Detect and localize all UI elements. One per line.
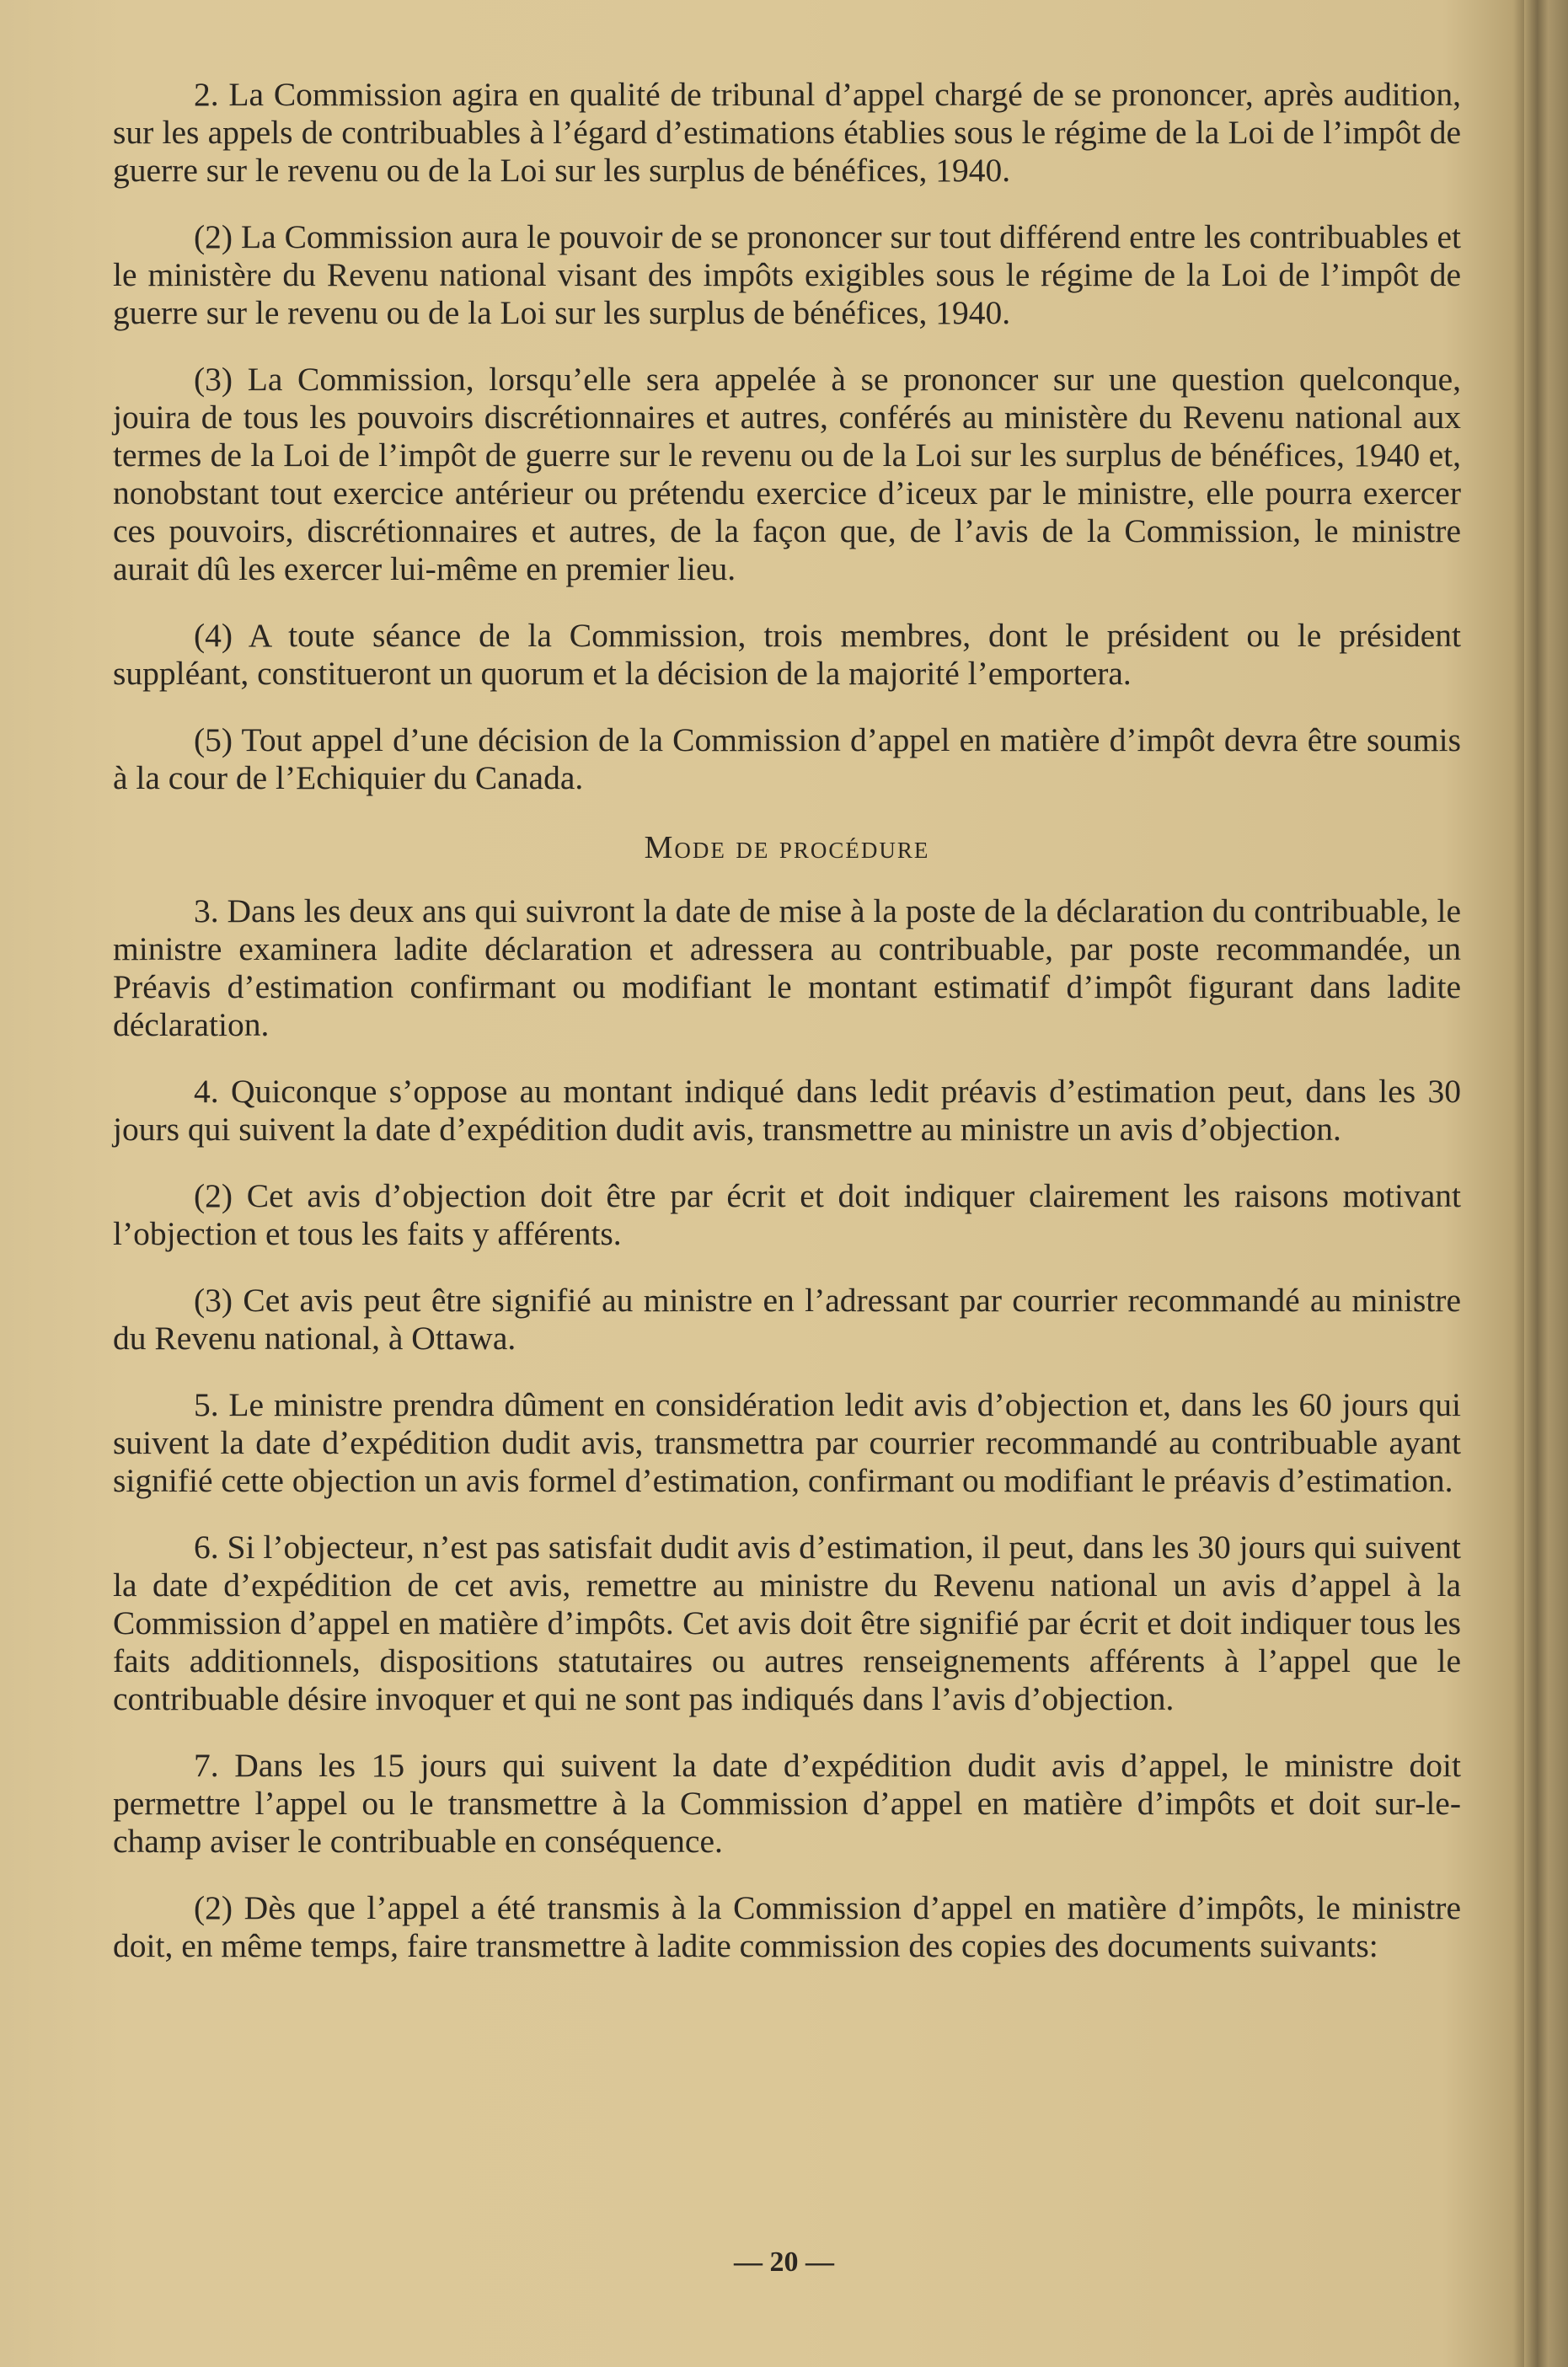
paragraph-7-2: (2) Dès que l’appel a été transmis à la Commission d’appel en matière d’impôts, le ministre doit, en même temps, faire transmettre à ladite commission des copies des documents suivants:	[113, 1889, 1461, 1964]
paragraph-2-4: (4) A toute séance de la Commission, trois membres, dont le président ou le président suppléant, constitueront un quorum et la décision de la majorité l’emportera.	[113, 617, 1461, 692]
paragraph-6: 6. Si l’objecteur, n’est pas satisfait dudit avis d’estimation, il peut, dans les 30 jours qui suivent la date d’expédition de cet avis, remettre au ministre du Revenu national un avis d’appel à la Commission d’appel en matière d’impôts. Cet avis doit être signifié par écrit et doit indiquer tous les faits additionnels, dispositions statutaires ou autres renseignements afférents à l’appel que le contribuable désire invoquer et qui ne sont pas indiqués dans l’avis d’objection.	[113, 1529, 1461, 1717]
document-body	[113, 76, 1461, 1994]
paragraph-4-3: (3) Cet avis peut être signifié au ministre en l’adressant par courrier recommandé au ministre du Revenu national, à Ottawa.	[113, 1282, 1461, 1357]
page-binding-edge	[1524, 0, 1568, 2367]
paragraph-2-3: (3) La Commission, lorsqu’elle sera appelée à se prononcer sur une question quelconque, jouira de tous les pouvoirs discrétionnaires et autres, conférés au ministère du Revenu national aux termes de la Loi de l’impôt de guerre sur le revenu ou de la Loi sur les surplus de bénéfices, 1940 et, nonobstant tout exercice antérieur ou prétendu exercice d’iceux par le ministre, elle pourra exercer ces pouvoirs, discrétionnaires et autres, de la façon que, de l’avis de la Commission, le ministre aurait dû les exercer lui-même en premier lieu.	[113, 361, 1461, 587]
paragraph-3: 3. Dans les deux ans qui suivront la date de mise à la poste de la déclaration du contribuable, le ministre examinera ladite déclaration et adressera au contribuable, par poste recommandée, un Préavis d’estimation confirmant ou modifiant le montant estimatif d’impôt figurant dans ladite déclaration.	[113, 892, 1461, 1043]
page-number: — 20 —	[734, 2247, 834, 2278]
paragraph-4-2: (2) Cet avis d’objection doit être par écrit et doit indiquer clairement les raisons motivant l’objection et tous les faits y afférents.	[113, 1177, 1461, 1252]
paragraph-2: 2. La Commission agira en qualité de tribunal d’appel chargé de se prononcer, après audition, sur les appels de contribuables à l’égard d’estimations établies sous le régime de la Loi de l’impôt de guerre sur le revenu ou de la Loi sur les surplus de bénéfices, 1940.	[113, 76, 1461, 189]
paragraph-2-5: (5) Tout appel d’une décision de la Commission d’appel en matière d’impôt devra être soumis à la cour de l’Echiquier du Canada.	[113, 721, 1461, 796]
paragraph-5: 5. Le ministre prendra dûment en considération ledit avis d’objection et, dans les 60 jours qui suivent la date d’expédition dudit avis, transmettra par courrier recommandé au contribuable ayant signifié cette objection un avis formel d’estimation, confirmant ou modifiant le préavis d’estimation.	[113, 1386, 1461, 1499]
section-heading: Mode de procédure	[644, 830, 930, 865]
paragraph-4: 4. Quiconque s’oppose au montant indiqué dans ledit préavis d’estimation peut, dans les 30 jours qui suivent la date d’expédition dudit avis, transmettre au ministre un avis d’objection.	[113, 1073, 1461, 1148]
paragraph-2-2: (2) La Commission aura le pouvoir de se prononcer sur tout différend entre les contribuables et le ministère du Revenu national visant des impôts exigibles sous le régime de la Loi de l’impôt de guerre sur le revenu ou de la Loi sur les surplus de bénéfices, 1940.	[113, 218, 1461, 331]
paragraph-7: 7. Dans les 15 jours qui suivent la date d’expédition dudit avis d’appel, le ministre doit permettre l’appel ou le transmettre à la Commission d’appel en matière d’impôts et doit sur-le-champ aviser le contribuable en conséquence.	[113, 1747, 1461, 1860]
